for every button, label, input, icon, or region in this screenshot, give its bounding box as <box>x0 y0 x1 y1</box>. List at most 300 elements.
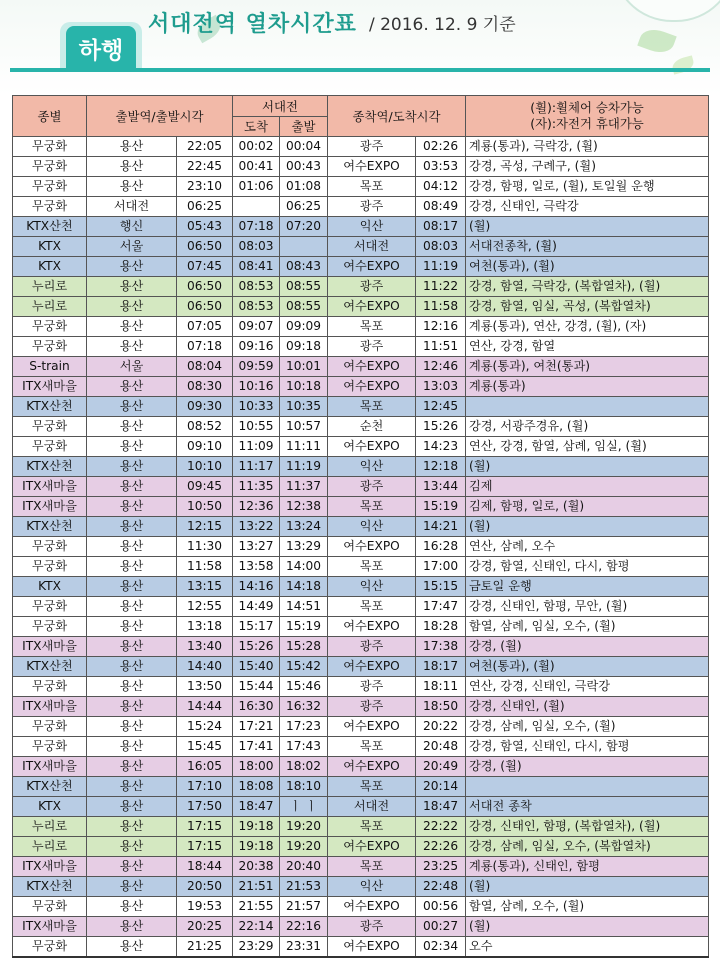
cell-origin: 용산 <box>87 337 177 357</box>
table-row <box>13 757 709 777</box>
cell-type: 무궁화 <box>13 677 87 697</box>
table-row <box>13 237 709 257</box>
direction-tab: 하행 <box>66 26 136 70</box>
cell-arrive: 18:47 <box>233 797 280 817</box>
cell-destination-time: 20:49 <box>416 757 466 777</box>
cell-destination: 목포 <box>328 737 416 757</box>
cell-origin: 용산 <box>87 537 177 557</box>
cell-origin: 용산 <box>87 377 177 397</box>
cell-arrive: 14:49 <box>233 597 280 617</box>
cell-destination: 목포 <box>328 497 416 517</box>
cell-destination-time: 12:45 <box>416 397 466 417</box>
cell-note: 서대전종착, (휠) <box>466 237 709 257</box>
cell-note: 계룡(통과), 여천(통과) <box>466 357 709 377</box>
table-row <box>13 937 709 958</box>
table-row <box>13 317 709 337</box>
cell-depart: 21:57 <box>280 897 328 917</box>
cell-note: 강경, 함열, 임실, 곡성, (복합열차) <box>466 297 709 317</box>
cell-origin-time: 10:10 <box>177 457 233 477</box>
cell-origin-time: 07:18 <box>177 337 233 357</box>
cell-origin: 용산 <box>87 437 177 457</box>
cell-origin-time: 17:15 <box>177 817 233 837</box>
cell-destination: 여수EXPO <box>328 377 416 397</box>
cell-depart: 22:16 <box>280 917 328 937</box>
cell-origin-time: 17:15 <box>177 837 233 857</box>
cell-destination-time: 18:17 <box>416 657 466 677</box>
cell-note: 연산, 강경, 신태인, 극락강 <box>466 677 709 697</box>
cell-arrive: 10:16 <box>233 377 280 397</box>
cell-depart: 14:51 <box>280 597 328 617</box>
cell-arrive: 11:09 <box>233 437 280 457</box>
cell-arrive: 21:51 <box>233 877 280 897</box>
cell-arrive: 10:55 <box>233 417 280 437</box>
cell-destination: 목포 <box>328 397 416 417</box>
cell-depart: 15:28 <box>280 637 328 657</box>
cell-origin: 용산 <box>87 577 177 597</box>
cell-origin: 용산 <box>87 697 177 717</box>
cell-destination: 여수EXPO <box>328 657 416 677</box>
table-row <box>13 297 709 317</box>
cell-type: S-train <box>13 357 87 377</box>
cell-destination: 광주 <box>328 197 416 217</box>
cell-destination-time: 08:49 <box>416 197 466 217</box>
cell-destination-time: 20:48 <box>416 737 466 757</box>
cell-origin-time: 17:10 <box>177 777 233 797</box>
cell-depart: 15:42 <box>280 657 328 677</box>
table-row <box>13 217 709 237</box>
cell-destination-time: 15:26 <box>416 417 466 437</box>
cell-origin: 용산 <box>87 157 177 177</box>
table-row <box>13 597 709 617</box>
cell-depart <box>280 237 328 257</box>
cell-type: ITX새마을 <box>13 697 87 717</box>
cell-depart: 21:53 <box>280 877 328 897</box>
cell-destination-time: 03:53 <box>416 157 466 177</box>
cell-arrive: 11:35 <box>233 477 280 497</box>
cell-destination-time: 02:26 <box>416 137 466 157</box>
table-row <box>13 857 709 877</box>
cell-origin-time: 16:05 <box>177 757 233 777</box>
cell-depart: 13:29 <box>280 537 328 557</box>
table-row <box>13 357 709 377</box>
cell-destination-time: 17:38 <box>416 637 466 657</box>
cell-destination: 광주 <box>328 477 416 497</box>
cell-destination-time: 18:50 <box>416 697 466 717</box>
cell-type: 누리로 <box>13 297 87 317</box>
cell-depart: 09:09 <box>280 317 328 337</box>
cell-origin: 용산 <box>87 857 177 877</box>
cell-destination-time: 12:16 <box>416 317 466 337</box>
table-row <box>13 157 709 177</box>
cell-type: 무궁화 <box>13 177 87 197</box>
cell-origin: 용산 <box>87 177 177 197</box>
cell-note: (휠) <box>466 517 709 537</box>
cell-destination: 광주 <box>328 677 416 697</box>
cell-destination-time: 13:03 <box>416 377 466 397</box>
cell-origin: 용산 <box>87 297 177 317</box>
cell-destination-time: 00:56 <box>416 897 466 917</box>
cell-arrive: 11:17 <box>233 457 280 477</box>
cell-origin-time: 06:50 <box>177 277 233 297</box>
cell-arrive: 17:41 <box>233 737 280 757</box>
cell-depart: 15:19 <box>280 617 328 637</box>
cell-depart: 08:55 <box>280 297 328 317</box>
cell-arrive: 15:17 <box>233 617 280 637</box>
cell-destination: 여수EXPO <box>328 897 416 917</box>
cell-arrive: 09:59 <box>233 357 280 377</box>
cell-origin-time: 18:44 <box>177 857 233 877</box>
table-row <box>13 677 709 697</box>
header-arrive: 도착 <box>233 117 280 137</box>
cell-destination: 익산 <box>328 517 416 537</box>
table-row <box>13 457 709 477</box>
cell-origin-time: 21:25 <box>177 937 233 958</box>
cell-origin: 용산 <box>87 717 177 737</box>
cell-note: 강경, 신태인, 함평, (복합열차), (휠) <box>466 817 709 837</box>
cell-arrive: 18:08 <box>233 777 280 797</box>
cell-destination: 여수EXPO <box>328 617 416 637</box>
cell-origin-time: 12:55 <box>177 597 233 617</box>
cell-origin: 용산 <box>87 817 177 837</box>
table-row <box>13 617 709 637</box>
cell-destination-time: 00:27 <box>416 917 466 937</box>
cell-arrive: 00:02 <box>233 137 280 157</box>
cell-type: ITX새마을 <box>13 857 87 877</box>
cell-arrive: 15:44 <box>233 677 280 697</box>
cell-note: 김제, 함평, 일로, (휠) <box>466 497 709 517</box>
cell-depart: 11:11 <box>280 437 328 457</box>
cell-note: 강경, 함열, 신태인, 다시, 함평 <box>466 737 709 757</box>
cell-origin-time: 09:10 <box>177 437 233 457</box>
table-row <box>13 337 709 357</box>
cell-origin: 용산 <box>87 257 177 277</box>
title-main: 서대전역 열차시간표 <box>148 11 357 37</box>
cell-type: 누리로 <box>13 817 87 837</box>
cell-destination-time: 12:18 <box>416 457 466 477</box>
table-row <box>13 137 709 157</box>
cell-depart: 18:02 <box>280 757 328 777</box>
cell-note: 계룡(통과), 신태인, 함평 <box>466 857 709 877</box>
cell-note: 연산, 삼례, 오수 <box>466 537 709 557</box>
cell-origin: 서대전 <box>87 197 177 217</box>
cell-note: (휠) <box>466 917 709 937</box>
cell-type: 무궁화 <box>13 717 87 737</box>
cell-destination: 여수EXPO <box>328 157 416 177</box>
table-row <box>13 837 709 857</box>
cell-arrive: 15:26 <box>233 637 280 657</box>
cell-depart: 15:46 <box>280 677 328 697</box>
cell-type: KTX산천 <box>13 777 87 797</box>
cell-arrive: 10:33 <box>233 397 280 417</box>
cell-note: 연산, 강경, 함열 <box>466 337 709 357</box>
cell-arrive: 08:53 <box>233 277 280 297</box>
cell-destination: 여수EXPO <box>328 437 416 457</box>
cell-arrive: 07:18 <box>233 217 280 237</box>
header-destination: 종착역/도착시각 <box>328 96 466 137</box>
cell-type: 무궁화 <box>13 597 87 617</box>
cell-origin: 용산 <box>87 277 177 297</box>
cell-origin-time: 15:45 <box>177 737 233 757</box>
cell-arrive: 13:22 <box>233 517 280 537</box>
cell-destination: 여수EXPO <box>328 837 416 857</box>
cell-destination-time: 17:47 <box>416 597 466 617</box>
cell-arrive: 18:00 <box>233 757 280 777</box>
cell-arrive: 13:58 <box>233 557 280 577</box>
cell-depart: 10:57 <box>280 417 328 437</box>
cell-note: 계룡(통과), 극락강, (휠) <box>466 137 709 157</box>
cell-type: 무궁화 <box>13 617 87 637</box>
cell-depart: 06:25 <box>280 197 328 217</box>
timetable <box>12 95 709 958</box>
cell-depart: 20:40 <box>280 857 328 877</box>
cell-note: 강경, 신태인, 함평, 무안, (휠) <box>466 597 709 617</box>
cell-arrive: 01:06 <box>233 177 280 197</box>
cell-origin-time: 06:50 <box>177 297 233 317</box>
cell-type: 무궁화 <box>13 317 87 337</box>
cell-depart: 23:31 <box>280 937 328 958</box>
cell-destination: 여수EXPO <box>328 937 416 958</box>
cell-destination: 여수EXPO <box>328 297 416 317</box>
cell-destination-time: 22:26 <box>416 837 466 857</box>
cell-note: 강경, 함열, 신태인, 다시, 함평 <box>466 557 709 577</box>
header-depart: 출발 <box>280 117 328 137</box>
cell-origin: 용산 <box>87 917 177 937</box>
table-row <box>13 657 709 677</box>
cell-destination: 목포 <box>328 817 416 837</box>
cell-destination: 목포 <box>328 177 416 197</box>
header-origin: 출발역/출발시각 <box>87 96 233 137</box>
cell-origin-time: 20:50 <box>177 877 233 897</box>
cell-destination-time: 04:12 <box>416 177 466 197</box>
cell-origin-time: 11:58 <box>177 557 233 577</box>
cell-type: ITX새마을 <box>13 377 87 397</box>
cell-type: 무궁화 <box>13 937 87 958</box>
cell-destination-time: 11:19 <box>416 257 466 277</box>
cell-note <box>466 777 709 797</box>
cell-destination: 목포 <box>328 557 416 577</box>
cell-origin-time: 06:25 <box>177 197 233 217</box>
cell-depart: 12:38 <box>280 497 328 517</box>
table-row <box>13 877 709 897</box>
cell-depart: 13:24 <box>280 517 328 537</box>
cell-origin: 용산 <box>87 317 177 337</box>
cell-arrive: 09:07 <box>233 317 280 337</box>
table-row <box>13 497 709 517</box>
cell-destination-time: 15:15 <box>416 577 466 597</box>
cell-origin: 용산 <box>87 477 177 497</box>
cell-type: KTX <box>13 577 87 597</box>
cell-destination: 여수EXPO <box>328 357 416 377</box>
cell-origin-time: 13:50 <box>177 677 233 697</box>
cell-origin: 용산 <box>87 837 177 857</box>
cell-type: KTX <box>13 237 87 257</box>
cell-destination-time: 20:22 <box>416 717 466 737</box>
cell-note <box>466 397 709 417</box>
cell-origin-time: 23:10 <box>177 177 233 197</box>
cell-origin-time: 08:30 <box>177 377 233 397</box>
cell-destination: 광주 <box>328 697 416 717</box>
cell-origin: 용산 <box>87 457 177 477</box>
cell-depart: 00:04 <box>280 137 328 157</box>
cell-destination-time: 18:47 <box>416 797 466 817</box>
cell-type: 무궁화 <box>13 337 87 357</box>
cell-type: KTX산천 <box>13 517 87 537</box>
table-row <box>13 517 709 537</box>
cell-origin-time: 22:45 <box>177 157 233 177</box>
table-row <box>13 697 709 717</box>
cell-destination-time: 17:00 <box>416 557 466 577</box>
cell-type: ITX새마을 <box>13 637 87 657</box>
cell-destination: 목포 <box>328 597 416 617</box>
cell-depart: 08:43 <box>280 257 328 277</box>
cell-destination-time: 11:51 <box>416 337 466 357</box>
cell-origin-time: 14:40 <box>177 657 233 677</box>
cell-destination-time: 20:14 <box>416 777 466 797</box>
cell-origin: 용산 <box>87 657 177 677</box>
cell-origin: 서울 <box>87 357 177 377</box>
cell-type: KTX산천 <box>13 457 87 477</box>
cell-note: 강경, (휠) <box>466 637 709 657</box>
table-row <box>13 257 709 277</box>
cell-depart: 17:43 <box>280 737 328 757</box>
cell-destination-time: 08:17 <box>416 217 466 237</box>
cell-type: 무궁화 <box>13 437 87 457</box>
cell-type: ITX새마을 <box>13 497 87 517</box>
cell-destination: 목포 <box>328 857 416 877</box>
cell-type: 무궁화 <box>13 557 87 577</box>
header-note <box>466 96 709 137</box>
cell-origin: 행신 <box>87 217 177 237</box>
table-row <box>13 417 709 437</box>
cell-origin: 용산 <box>87 777 177 797</box>
cell-origin: 용산 <box>87 637 177 657</box>
cell-destination-time: 22:22 <box>416 817 466 837</box>
cell-destination: 익산 <box>328 877 416 897</box>
cell-destination: 목포 <box>328 317 416 337</box>
cell-origin-time: 13:40 <box>177 637 233 657</box>
cell-origin-time: 17:50 <box>177 797 233 817</box>
cell-origin: 용산 <box>87 897 177 917</box>
table-row <box>13 397 709 417</box>
cell-destination-time: 11:58 <box>416 297 466 317</box>
cell-origin-time: 13:15 <box>177 577 233 597</box>
cell-destination: 여수EXPO <box>328 257 416 277</box>
page-title <box>148 2 516 42</box>
cell-type: 무궁화 <box>13 417 87 437</box>
cell-arrive: 17:21 <box>233 717 280 737</box>
cell-origin-time: 09:45 <box>177 477 233 497</box>
cell-origin-time: 14:44 <box>177 697 233 717</box>
cell-origin: 용산 <box>87 497 177 517</box>
cell-destination-time: 02:34 <box>416 937 466 958</box>
cell-origin: 용산 <box>87 557 177 577</box>
cell-destination-time: 16:28 <box>416 537 466 557</box>
cell-note: 오수 <box>466 937 709 958</box>
cell-note: 강경, 함평, 일로, (휠), 토일월 운행 <box>466 177 709 197</box>
cell-depart: 19:20 <box>280 817 328 837</box>
cell-origin-time: 06:50 <box>177 237 233 257</box>
header-note-wheelchair: (휠):휠체어 승차가능 <box>530 100 644 115</box>
cell-depart: 19:20 <box>280 837 328 857</box>
cell-destination-time: 18:11 <box>416 677 466 697</box>
cell-arrive: 20:38 <box>233 857 280 877</box>
cell-type: ITX새마을 <box>13 917 87 937</box>
table-row <box>13 897 709 917</box>
cell-origin: 용산 <box>87 417 177 437</box>
cell-note: 계룡(통과) <box>466 377 709 397</box>
timetable-body <box>13 137 709 958</box>
cell-arrive <box>233 197 280 217</box>
cell-note: 함열, 삼례, 임실, 오수, (휠) <box>466 617 709 637</box>
cell-note: 함열, 삼례, 오수, (휠) <box>466 897 709 917</box>
cell-note: (휠) <box>466 457 709 477</box>
table-row <box>13 577 709 597</box>
cell-depart: 17:23 <box>280 717 328 737</box>
cell-destination: 서대전 <box>328 237 416 257</box>
cell-type: 무궁화 <box>13 537 87 557</box>
cell-origin-time: 08:52 <box>177 417 233 437</box>
cell-destination-time: 14:21 <box>416 517 466 537</box>
cell-destination: 익산 <box>328 577 416 597</box>
cell-arrive: 08:53 <box>233 297 280 317</box>
cell-depart: 09:18 <box>280 337 328 357</box>
table-row <box>13 637 709 657</box>
cell-origin-time: 07:05 <box>177 317 233 337</box>
cell-depart: 18:10 <box>280 777 328 797</box>
cell-type: KTX산천 <box>13 657 87 677</box>
cell-origin: 용산 <box>87 517 177 537</box>
cell-arrive: 19:18 <box>233 837 280 857</box>
cell-origin: 용산 <box>87 797 177 817</box>
cell-destination-time: 23:25 <box>416 857 466 877</box>
cell-type: 무궁화 <box>13 137 87 157</box>
table-row <box>13 777 709 797</box>
cell-arrive: 14:16 <box>233 577 280 597</box>
cell-origin-time: 05:43 <box>177 217 233 237</box>
cell-destination: 순천 <box>328 417 416 437</box>
cell-origin: 용산 <box>87 757 177 777</box>
cell-origin-time: 19:53 <box>177 897 233 917</box>
cell-destination-time: 15:19 <box>416 497 466 517</box>
cell-note: 강경, 삼례, 임실, 오수, (복합열차) <box>466 837 709 857</box>
header-type: 종별 <box>13 96 87 137</box>
cell-depart: ㅣ ㅣ <box>280 797 328 817</box>
cell-type: KTX산천 <box>13 217 87 237</box>
cell-origin-time: 08:04 <box>177 357 233 377</box>
cell-origin: 용산 <box>87 617 177 637</box>
cell-arrive: 08:41 <box>233 257 280 277</box>
cell-type: 무궁화 <box>13 737 87 757</box>
cell-depart: 10:18 <box>280 377 328 397</box>
cell-depart: 14:18 <box>280 577 328 597</box>
cell-depart: 14:00 <box>280 557 328 577</box>
cell-origin: 용산 <box>87 877 177 897</box>
cell-destination: 목포 <box>328 777 416 797</box>
cell-note: 연산, 강경, 함열, 삼례, 임실, (휠) <box>466 437 709 457</box>
divider <box>10 68 710 72</box>
cell-type: KTX산천 <box>13 397 87 417</box>
cell-origin: 용산 <box>87 937 177 958</box>
table-row <box>13 177 709 197</box>
cell-destination-time: 13:44 <box>416 477 466 497</box>
cell-type: ITX새마을 <box>13 477 87 497</box>
table-row <box>13 377 709 397</box>
cell-origin: 용산 <box>87 137 177 157</box>
cell-depart: 08:55 <box>280 277 328 297</box>
title-date: / 2016. 12. 9 기준 <box>368 14 516 35</box>
cell-destination-time: 08:03 <box>416 237 466 257</box>
cell-depart: 16:32 <box>280 697 328 717</box>
